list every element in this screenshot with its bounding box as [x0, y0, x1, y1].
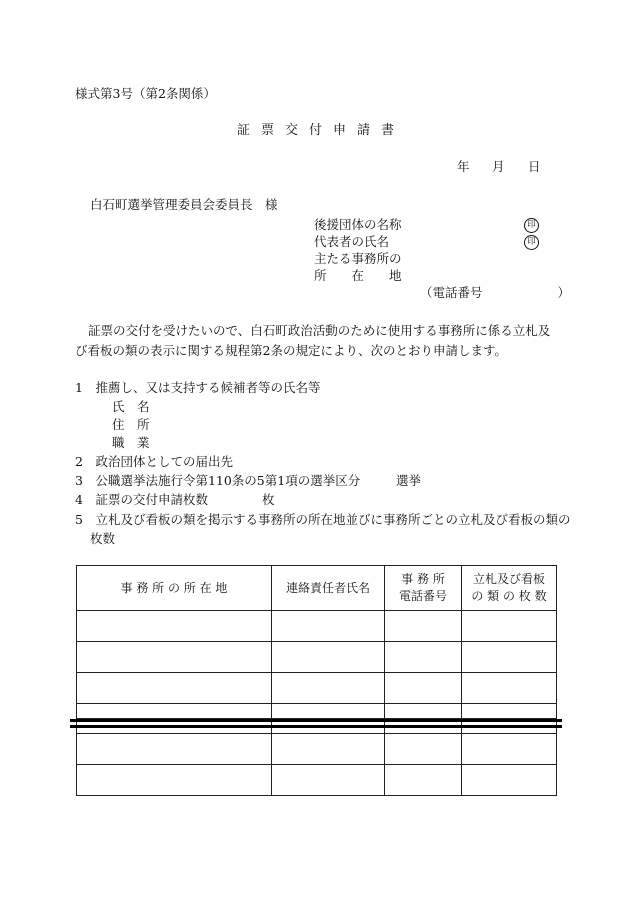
phone-cell[interactable]: [385, 765, 462, 796]
date-day-label: 日: [528, 159, 541, 174]
contact-cell[interactable]: [272, 673, 385, 704]
table-row: [77, 673, 557, 704]
office-label-line2: 所 在 地: [314, 268, 402, 283]
phone-cell[interactable]: [385, 734, 462, 765]
header-contact-person: 連絡責任者氏名: [272, 566, 385, 611]
page-title: 証票交付申請書: [237, 123, 406, 138]
phone-cell[interactable]: [385, 673, 462, 704]
location-cell[interactable]: [77, 765, 272, 796]
table-row: [77, 765, 557, 796]
office-label-line1: 主たる事務所の: [314, 251, 402, 266]
group-name-label: 後援団体の名称: [314, 217, 402, 232]
seal-icon: 印: [524, 218, 539, 233]
addressee: 白石町選挙管理委員会委員長 様: [90, 197, 278, 212]
item-4-suffix: 枚: [262, 492, 275, 507]
contact-cell[interactable]: [272, 611, 385, 642]
date-year-label: 年: [457, 159, 470, 174]
contact-cell[interactable]: [272, 704, 385, 719]
header-sign-count: 立札及び看板 の 類 の 枚 数: [462, 566, 557, 611]
representative-label: 代表者の氏名: [314, 234, 390, 249]
table-row: [77, 611, 557, 642]
phone-cell[interactable]: [385, 611, 462, 642]
form-number: 様式第3号（第2条関係）: [75, 86, 216, 101]
office-table: [76, 565, 557, 796]
item-2: 2 政治団体としての届出先: [75, 454, 233, 469]
item-4: 4 証票の交付申請枚数: [75, 492, 208, 507]
count-cell[interactable]: [462, 765, 557, 796]
count-cell[interactable]: [462, 704, 557, 719]
item-3-suffix: 選挙: [396, 473, 422, 488]
header-office-phone: 事 務 所 電話番号: [385, 566, 462, 611]
location-cell[interactable]: [77, 611, 272, 642]
count-cell[interactable]: [462, 642, 557, 673]
contact-cell[interactable]: [272, 734, 385, 765]
location-cell[interactable]: [77, 642, 272, 673]
count-cell[interactable]: [462, 673, 557, 704]
table-row: [77, 734, 557, 765]
item-1-occupation: 職 業: [112, 435, 150, 450]
location-cell[interactable]: [77, 704, 272, 719]
phone-cell[interactable]: [385, 704, 462, 719]
header-office-location: 事 務 所 の 所 在 地: [77, 566, 272, 611]
date-month-label: 月: [492, 159, 505, 174]
table-row: [77, 642, 557, 673]
contact-cell[interactable]: [272, 642, 385, 673]
location-cell[interactable]: [77, 673, 272, 704]
item-1-name: 氏 名: [112, 399, 150, 414]
item-3: 3 公職選挙法施行令第110条の5第1項の選挙区分: [75, 473, 361, 488]
seal-icon: 印: [524, 235, 539, 250]
count-cell[interactable]: [462, 611, 557, 642]
table-row: [77, 704, 557, 719]
contact-cell[interactable]: [272, 765, 385, 796]
count-cell[interactable]: [462, 734, 557, 765]
item-1-address: 住 所: [112, 417, 150, 432]
body-paragraph: 証票の交付を受けたいので、白石町政治活動のために使用する事務所に係る立札及び看板の類の表示に関する規程第2条の規定により、次のとおり申請します。: [75, 323, 551, 358]
item-1: 1 推薦し、又は支持する候補者等の氏名等: [75, 380, 321, 395]
item-5-line1: 5 立札及び看板の類を掲示する事務所の所在地並びに事務所ごとの立札及び看板の類の: [75, 512, 571, 527]
table-break-line: [70, 725, 562, 728]
table-header-row: [77, 566, 557, 611]
table-break-line: [70, 719, 562, 722]
location-cell[interactable]: [77, 734, 272, 765]
phone-label: （電話番号 ）: [420, 285, 571, 300]
phone-cell[interactable]: [385, 642, 462, 673]
item-5-line2: 枚数: [90, 531, 116, 546]
